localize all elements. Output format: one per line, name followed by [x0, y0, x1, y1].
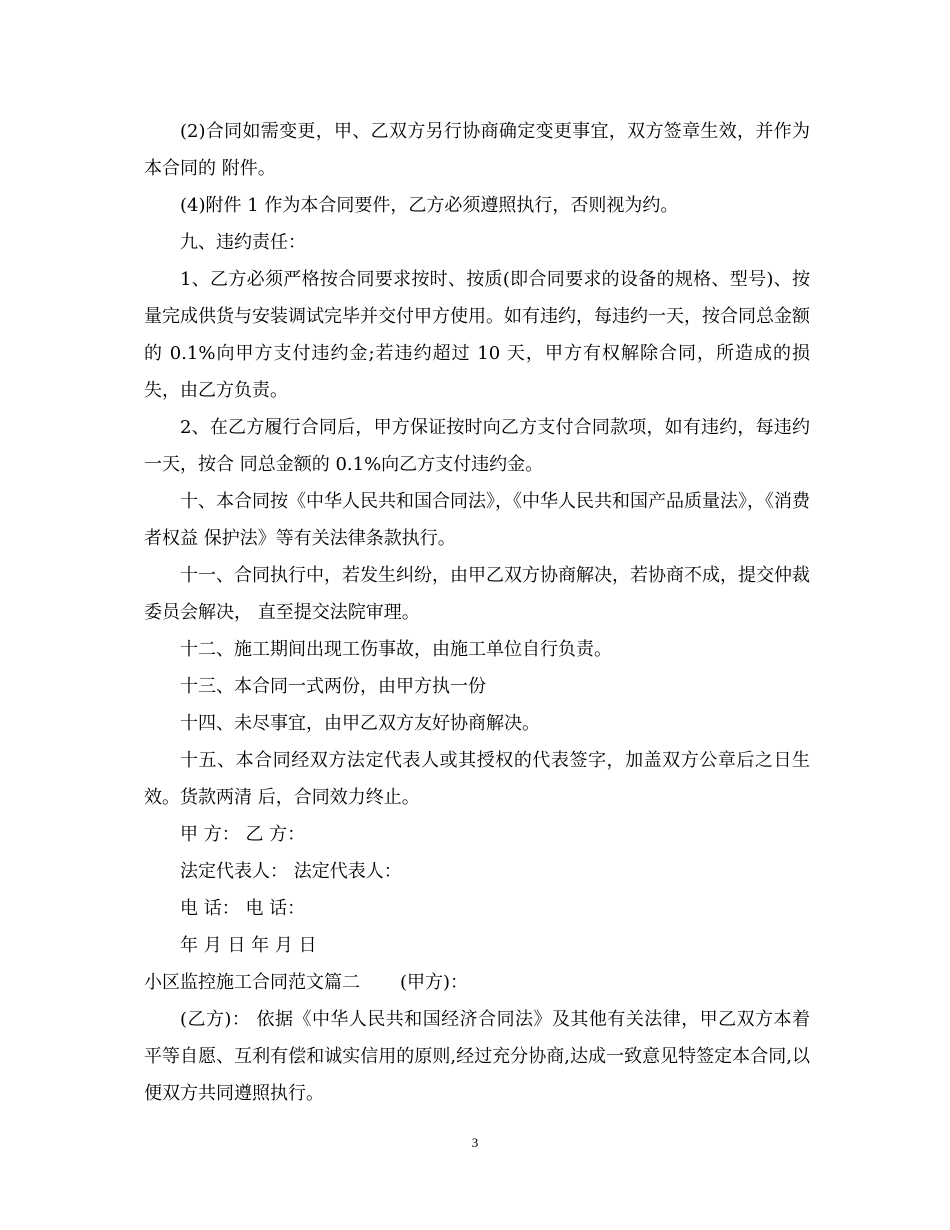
signature-date-line: 年 月 日 年 月 日: [180, 935, 317, 956]
second-contract-party-a: (甲方)：: [400, 972, 469, 993]
liability-clause-2: 2、在乙方履行合同后，甲方保证按时向乙方支付合同款项，如有违约，每违约一天，按合 同总金额的 0.1%向乙方支付违约金。: [144, 417, 810, 475]
clause-thirteen: 十三、本合同一式两份，由甲方执一份: [180, 676, 486, 697]
clause-attachment-paragraph: (4)附件 1 作为本合同要件，乙方必须遵照执行，否则视为约。: [180, 195, 679, 216]
signature-phone-line: 电 话： 电 话：: [180, 898, 306, 919]
clause-fourteen: 十四、未尽事宜，由甲乙双方友好协商解决。: [180, 713, 540, 734]
second-contract-intro: (乙方)： 依据《中华人民共和国经济合同法》及其他有关法律，甲乙双方本着平等自愿、互利有偿和诚实信用的原则,经过充分协商,达成一致意见特签定本合同,以便双方共同遵照执行。: [144, 1009, 810, 1104]
second-contract-title: 小区监控施工合同范文篇二: [144, 972, 360, 993]
page-number: 3: [471, 1135, 479, 1150]
section-heading-liability: 九、违约责任：: [180, 232, 306, 253]
clause-eleven: 十一、合同执行中，若发生纠纷，由甲乙双方协商解决，若协商不成，提交仲裁委员会解决， 直至提交法院审理。: [144, 565, 810, 623]
liability-clause-1: 1、乙方必须严格按合同要求按时、按质(即合同要求的设备的规格、型号)、按量完成供货与安装调试完毕并交付甲方使用。如有违约，每违约一天，按合同总金额的 0.1%向甲方支付违约金;若违约超过 10 天，甲方有权解除合同，所造成的损失，由乙方负责。: [144, 269, 810, 401]
signature-parties-line: 甲 方： 乙 方：: [180, 824, 306, 845]
clause-fifteen: 十五、本合同经双方法定代表人或其授权的代表签字，加盖双方公章后之日生效。货款两清 后，合同效力终止。: [144, 750, 810, 808]
document-body: [144, 113, 810, 1112]
clause-twelve: 十二、施工期间出现工伤事故，由施工单位自行负责。: [180, 639, 612, 660]
clause-change-paragraph: (2)合同如需变更，甲、乙双方另行协商确定变更事宜，双方签章生效，并作为本合同的 附件。: [144, 121, 810, 179]
clause-ten: 十、本合同按《中华人民共和国合同法》，《中华人民共和国产品质量法》，《消费者权益 保护法》等有关法律条款执行。: [144, 491, 810, 549]
signature-representatives-line: 法定代表人： 法定代表人：: [180, 861, 402, 882]
second-contract-heading: [144, 964, 810, 1001]
